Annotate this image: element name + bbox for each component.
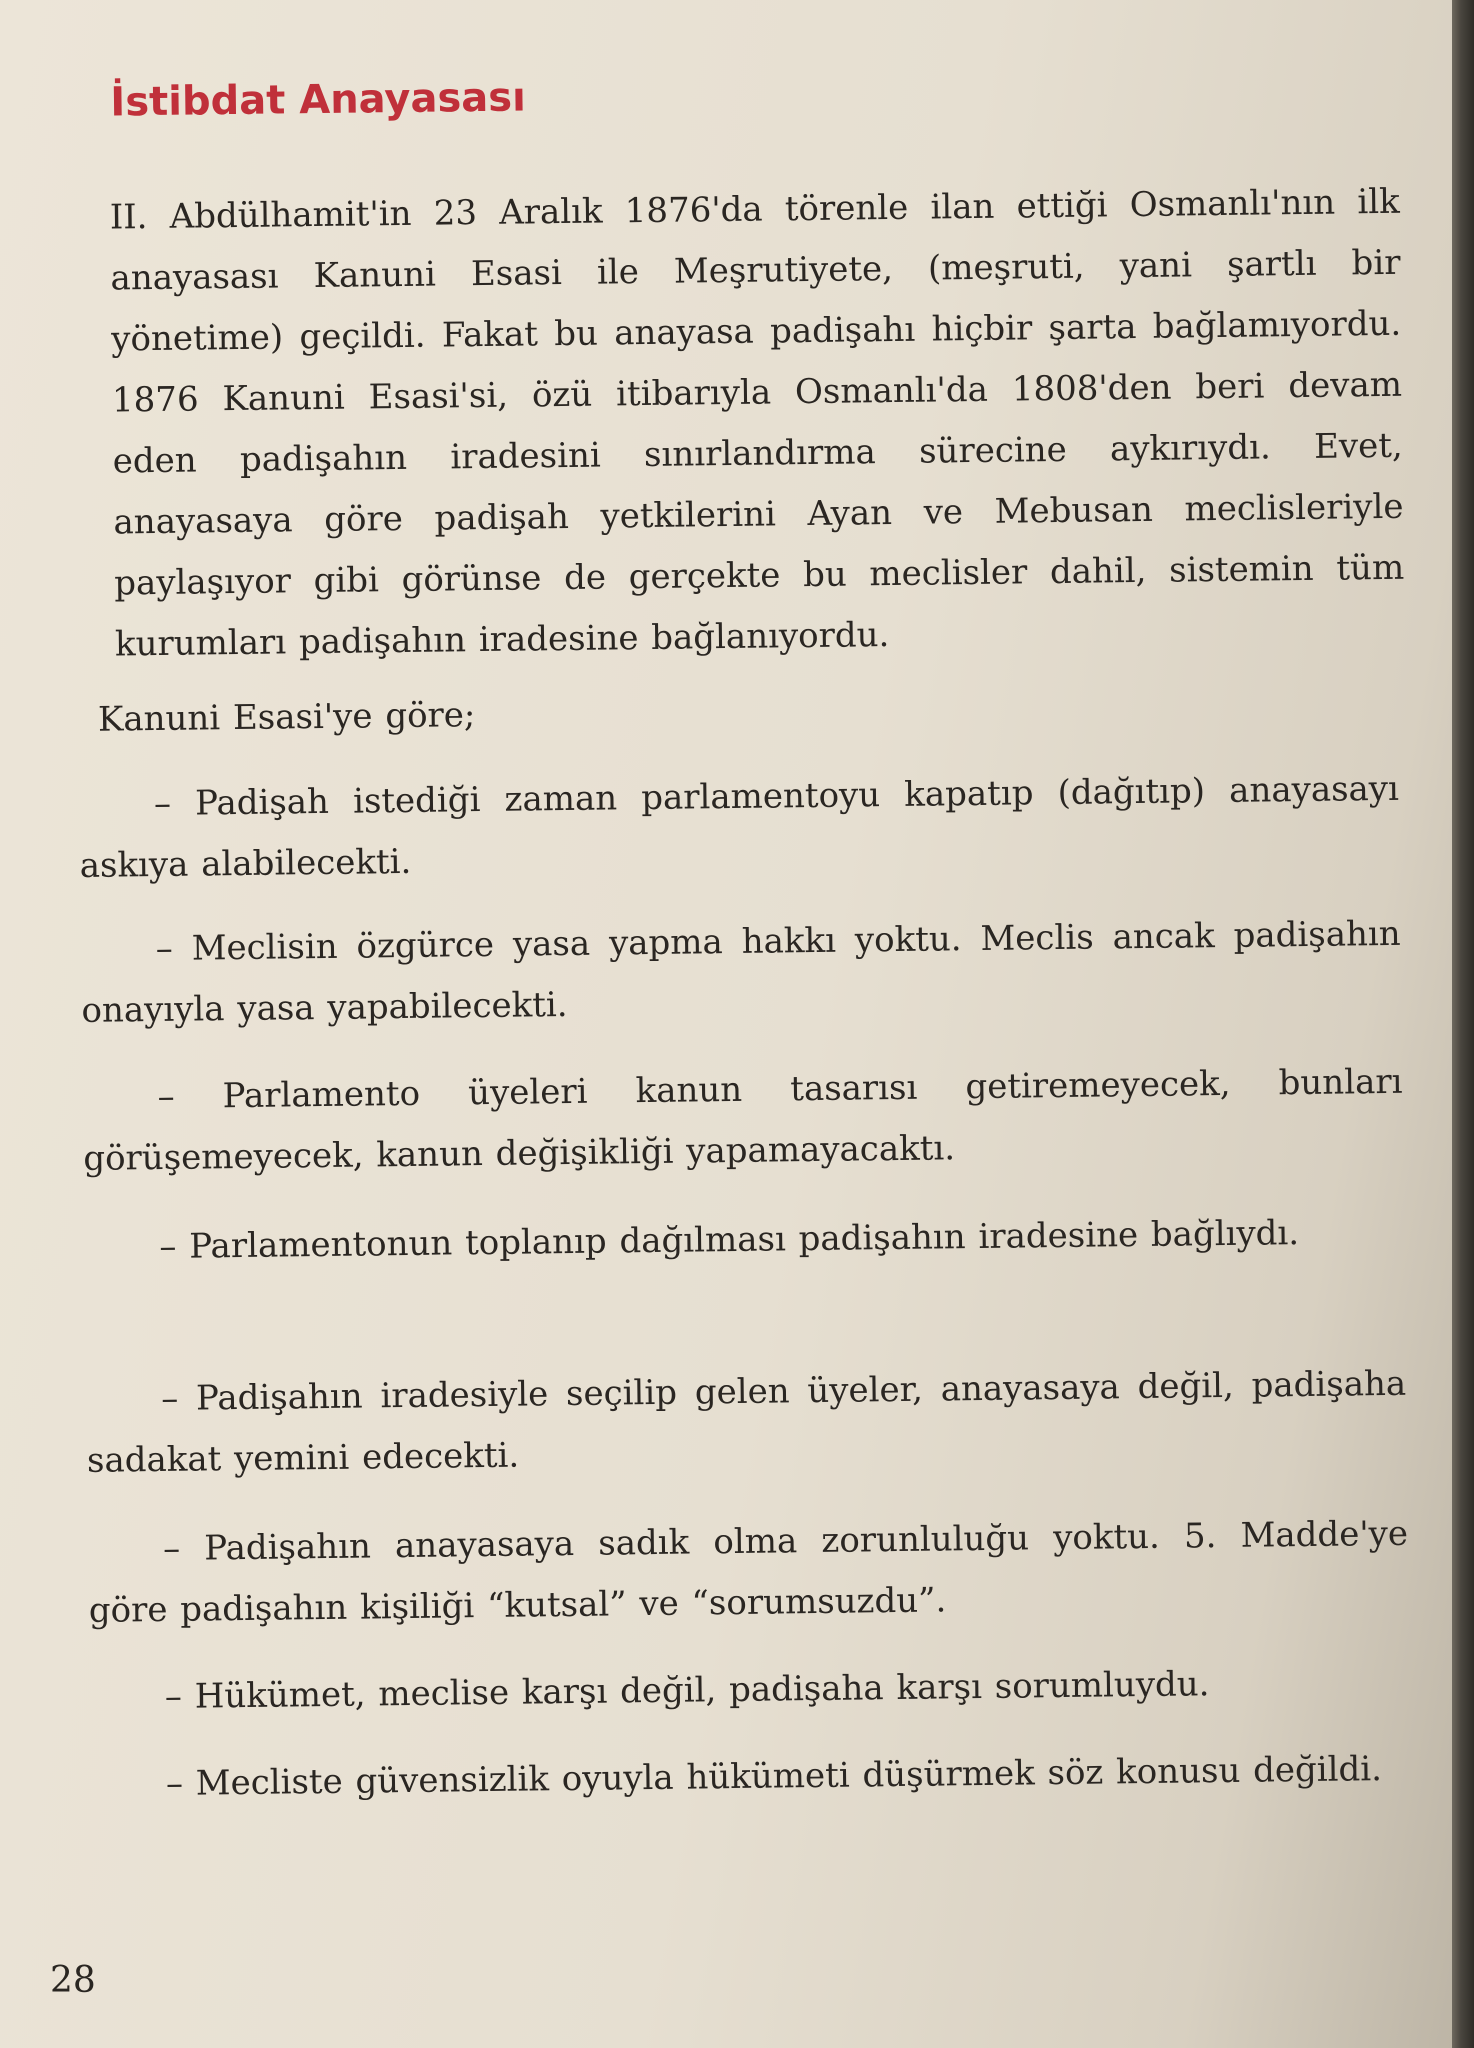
intro-paragraph: II. Abdülhamit'in 23 Aralık 1876'da törenle ilan ettiği Osmanlı'nın ilk anayasası Kanuni Esasi ile Meşrutiyete, (meşruti, yani şartlı bir yönetime) geçildi. Fakat bu anayasa padişahı hiçbir şarta bağlamıyordu. 1876 Kanuni Esasi'si, özü itibarıyla Osmanlı'da 1808'den beri devam eden padişahın iradesini sınırlandırma sürecine aykırıydı. Evet, anayasaya göre padişah yetkilerini Ayan ve Mebusan meclisleriyle paylaşıyor gibi görünse de gerçekte bu meclisler dahil, sistemin tüm kurumları padişahın iradesine bağlanıyordu. [109, 181, 1405, 665]
list-item: – Padişahın anayasaya sadık olma zorunluluğu yoktu. 5. Madde'ye göre padişahın kişiliği “kutsal” ve “sorumsuzdu”. [88, 1513, 1409, 1631]
list-item: – Padişah istediği zaman parlamentoyu kapatıp (dağıtıp) anayasayı askıya alabilecekti. [79, 768, 1400, 886]
page-content [70, 54, 1409, 1804]
list-item: – Hükümet, meclise karşı değil, padişaha karşı sorumluydu. [164, 1664, 1210, 1717]
list-item: – Padişahın iradesiyle seçilip gelen üyeler, anayasaya değil, padişaha sadakat yemini edecekti. [86, 1363, 1407, 1481]
section-heading: İstibdat Anayasası [110, 74, 527, 126]
list-item: – Mecliste güvensizlik oyuyla hükümeti düşürmek söz konusu değildi. [165, 1749, 1383, 1804]
lead-in-paragraph: Kanuni Esasi'ye göre; [97, 695, 476, 740]
list-item: – Parlamento üyeleri kanun tasarısı getiremeyecek, bunları görüşemeyecek, kanun değişikliği yapamayacaktı. [83, 1061, 1403, 1179]
page-binding-edge [1452, 0, 1474, 2048]
list-item: – Parlamentonun toplanıp dağılması padişahın iradesine bağlıydı. [159, 1213, 1300, 1267]
page-number: 28 [50, 1960, 96, 2001]
list-item: – Meclisin özgürce yasa yapma hakkı yoktu. Meclis ancak padişahın onayıyla yasa yapabilecekti. [81, 913, 1401, 1031]
